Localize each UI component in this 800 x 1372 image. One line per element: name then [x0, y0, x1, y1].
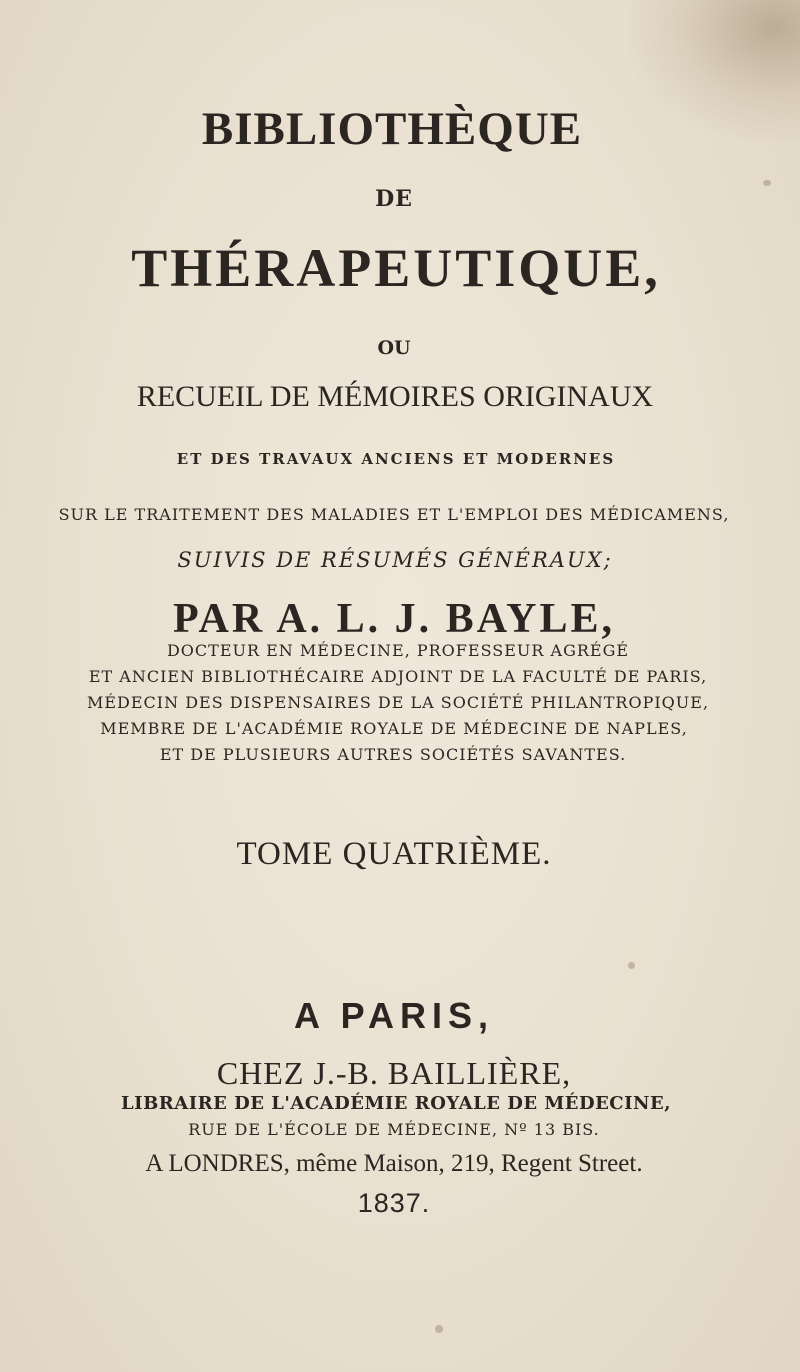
publication-place: A PARIS,: [293, 995, 494, 1036]
publication-year: 1837.: [357, 1188, 431, 1218]
author-credential: MÉDECIN DES DISPENSAIRES DE LA SOCIÉTÉ PHILANTROPIQUE,: [86, 693, 710, 712]
author-credential: ET ANCIEN BIBLIOTHÉCAIRE ADJOINT DE LA FACULTÉ DE PARIS,: [88, 667, 708, 686]
publisher-address: RUE DE L'ÉCOLE DE MÉDECINE, Nº 13 BIS.: [188, 1120, 600, 1139]
paper-spot: [628, 962, 635, 969]
volume-number: TOME QUATRIÈME.: [236, 836, 552, 872]
author-credential: MEMBRE DE L'ACADÉMIE ROYALE DE MÉDECINE DE NAPLES,: [100, 719, 688, 738]
author-line: PAR A. L. J. BAYLE,: [172, 596, 616, 642]
author-credential: DOCTEUR EN MÉDECINE, PROFESSEUR AGRÉGÉ: [166, 641, 630, 660]
title-de: DE: [375, 186, 413, 212]
title-therapeutique: THÉRAPEUTIQUE,: [131, 238, 661, 298]
subtitle-recueil: RECUEIL DE MÉMOIRES ORIGINAUX: [136, 380, 654, 413]
author-credential: ET DE PLUSIEURS AUTRES SOCIÉTÉS SAVANTES.: [159, 745, 627, 764]
publisher-role: LIBRAIRE DE L'ACADÉMIE ROYALE DE MÉDECINE,: [121, 1093, 671, 1114]
subtitle-travaux: ET DES TRAVAUX ANCIENS ET MODERNES: [176, 450, 616, 468]
publisher-name: CHEZ J.-B. BAILLIÈRE,: [216, 1055, 572, 1091]
subtitle-traitement: SUR LE TRAITEMENT DES MALADIES ET L'EMPLOI DES MÉDICAMENS,: [58, 505, 730, 524]
title-ou: OU: [377, 337, 411, 359]
london-address: A LONDRES, même Maison, 219, Regent Street.: [145, 1150, 643, 1177]
subtitle-resumes: SUIVIS DE RÉSUMÉS GÉNÉRAUX;: [177, 548, 613, 572]
paper-spot: [435, 1325, 443, 1333]
title-bibliotheque: BIBLIOTHÈQUE: [201, 103, 583, 155]
